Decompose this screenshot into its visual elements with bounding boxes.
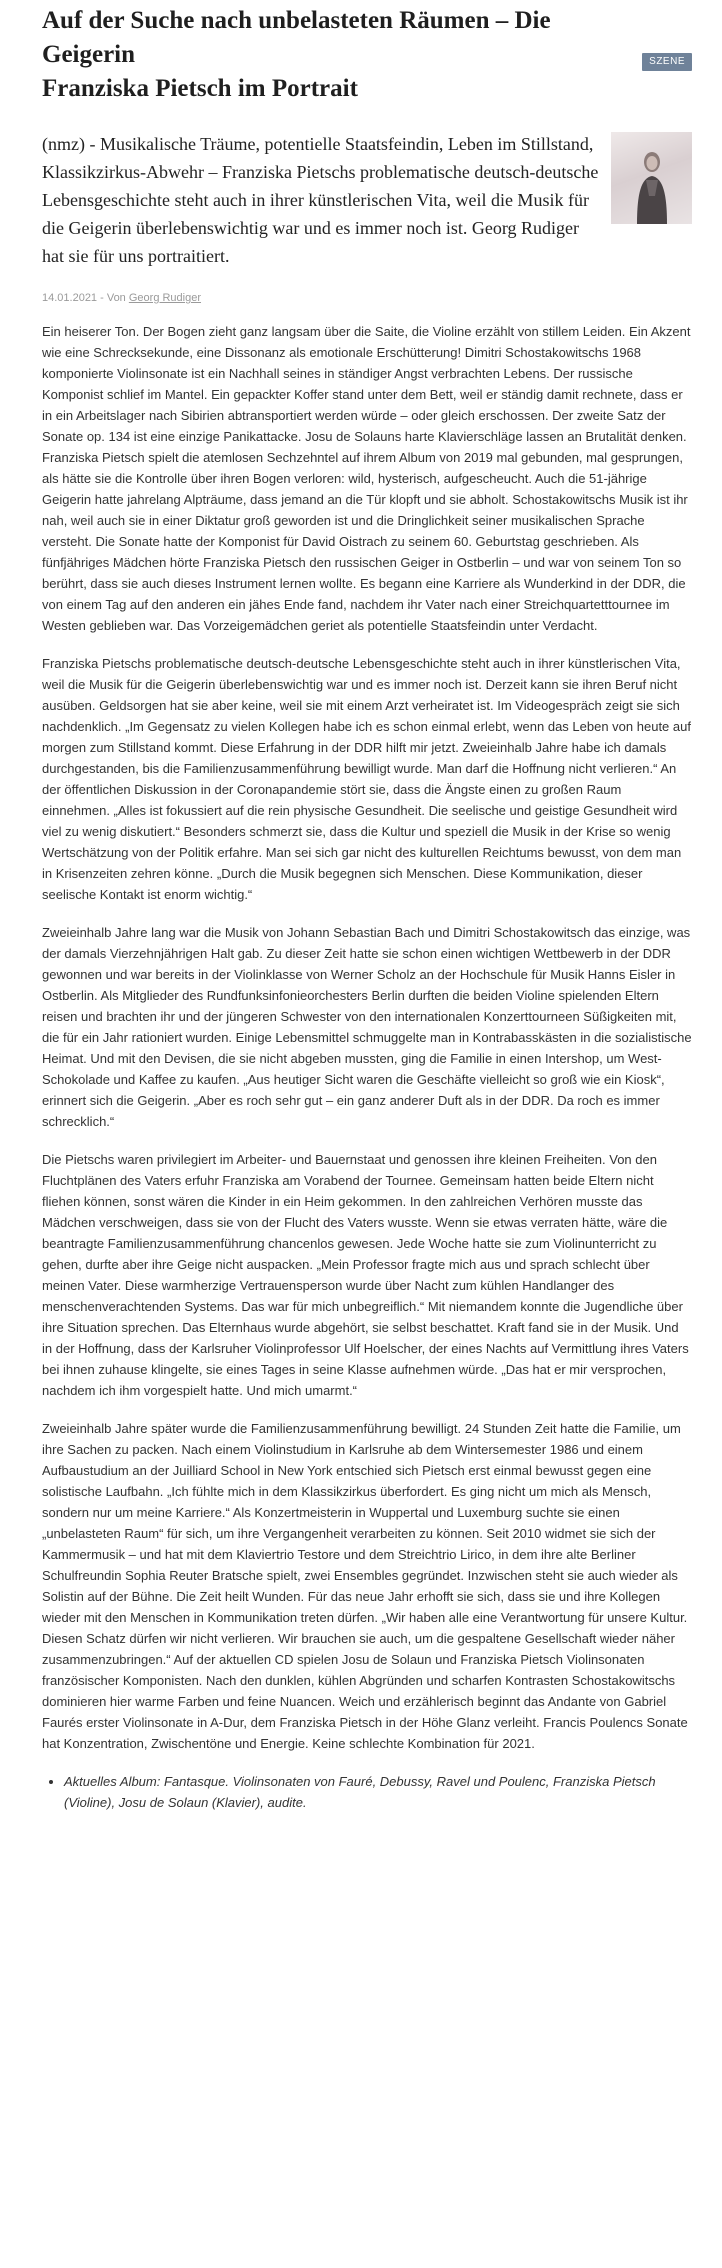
article-title: Auf der Suche nach unbelasteten Räumen – Die Geigerin Franziska Pietsch im Portrait [42, 7, 551, 102]
article-lead-section [42, 130, 692, 270]
album-info-item: • Aktuelles Album: Fantasque. Violinsonaten von Fauré, Debussy, Ravel und Poulenc, Franziska Pietsch (Violine), Josu de Solaun (Klavier), audite. [64, 1771, 692, 1813]
author-prefix: - Von [97, 292, 129, 304]
portrait-figure-icon [633, 150, 671, 224]
album-info-list [42, 1771, 692, 1813]
article-paragraph: Ein heiserer Ton. Der Bogen zieht ganz langsam über die Saite, die Violine erzählt von stillem Leiden. Ein Akzent wie eine Schrecksekunde, eine Dissonanz als emotionale Erschütterung! Dimitri Schostakowitschs 1968 komponierte Violinsonate ist ein Nachhall seines in ständiger Angst verbrachten Lebens. Der russische Komponist schlief im Mantel. Ein gepackter Koffer stand unter dem Bett, weil er ständig damit rechnete, dass er in ein Arbeitslager nach Sibirien abtransportiert werden würde – oder gleich erschossen. Der zweite Satz der Sonate op. 134 ist eine einzige Panikattacke. Josu de Solauns harte Klavierschläge lassen an Brutalität denken. Franziska Pietsch spielt die atemlosen Sechzehntel auf ihrem Album von 2019 mal gebunden, mal gesprungen, als hätte sie die Kontrolle über ihren Bogen verloren: wild, hysterisch, aufgescheucht. Auch die 51-jährige Geigerin hatte jahrelang Alpträume, dass jemand an die Tür klopft und sie abholt. Schostakowitschs Musik ist ihr nah, weil auch sie in einer Diktatur groß geworden ist und die Dringlichkeit seiner musikalischen Sprache versteht. Die Sonate hatte der Komponist für David Oistrach zu seinem 60. Geburtstag geschrieben. Als fünfjähriges Mädchen hörte Franziska Pietsch den russischen Geiger in Ostberlin – und war von seinem Ton so berührt, dass sie auch dieses Instrument lernen wollte. Es begann eine Karriere als Wunderkind in der DDR, die von einem Tag auf den anderen ein jähes Ende fand, nachdem ihr Vater nach einer Streichquartetttournee im Westen geblieben war. Das Vorzeigemädchen geriet als potentielle Staatsfeindin unter Verdacht. [42, 324, 691, 633]
category-badge[interactable]: SZENE [642, 53, 692, 71]
article-lead: (nmz) - Musikalische Träume, potentielle Staatsfeindin, Leben im Stillstand, Klassikzirkus-Abwehr – Franziska Pietschs problematische deutsch-deutsche Lebensgeschichte steht auch in ihrer künstlerischen Vita, weil die Musik für die Geigerin überlebenswichtig war und es immer noch ist. Georg Rudiger hat sie für uns portraitiert. [42, 134, 599, 266]
article-meta [42, 292, 692, 304]
article-paragraph: Die Pietschs waren privilegiert im Arbeiter- und Bauernstaat und genossen ihre kleinen Freiheiten. Von den Fluchtplänen des Vaters erfuhr Franziska am Vorabend der Tournee. Gemeinsam hatten beide Eltern nicht fliehen können, sonst wären die Kinder in ein Heim gekommen. In den zahlreichen Verhören musste das Mädchen verschweigen, dass sie von der Flucht des Vaters wusste. Wenn sie etwas verraten hätte, wäre die beantragte Familienzusammenführung chancenlos gewesen. Jede Woche hatte sie zum Violinunterricht zu gehen, durfte aber ihre Geige nicht auspacken. „Mein Professor fragte mich aus und sprach schlecht über meinen Vater. Diese warmherzige Vertrauensperson wurde über Nacht zum kühlen Handlanger des menschenverachtenden Systems. Das war für mich unbegreiflich.“ Mit niemandem konnte die Jugendliche über ihre Situation sprechen. Das Elternhaus wurde abgehört, sie selbst beschattet. Kraft fand sie in der Musik. Und in der Hoffnung, dass der Karlsruher Violinprofessor Ulf Hoelscher, der eines Nachts auf Vermittlung ihres Vaters bei ihnen zuhause klingelte, sie eines Tages in seine Klasse aufnehmen würde. „Das hat er mir versprochen, nachdem ich ihm vorgespielt hatte. Und mich umarmt.“ [42, 1152, 689, 1398]
article-header [42, 0, 692, 106]
article-paragraph: Zweieinhalb Jahre später wurde die Familienzusammenführung bewilligt. 24 Stunden Zeit hatte die Familie, um ihre Sachen zu packen. Nach einem Violinstudium in Karlsruhe ab dem Wintersemester 1986 und einem Aufbaustudium an der Juilliard School in New York entschied sich Pietsch erst einmal bewusst gegen eine solistische Laufbahn. „Ich fühlte mich in dem Klassikzirkus überfordert. Es ging nicht um mich als Mensch, sondern nur um meine Karriere.“ Als Konzertmeisterin in Wuppertal und Luxemburg suchte sie einen „unbelasteten Raum“ für sich, um ihre Vergangenheit verarbeiten zu können. Seit 2010 widmet sie sich der Kammermusik – und hat mit dem Klaviertrio Testore und dem Streichtrio Lirico, in dem ihre alte Berliner Schulfreundin Sophia Reuter Bratsche spielt, zwei Ensembles gegründet. Inzwischen steht sie auch wieder als Solistin auf der Bühne. Die Zeit heilt Wunden. Für das neue Jahr erhofft sie sich, dass sie und ihre Kollegen wieder mit den Menschen in Kommunikation treten dürfen. „Wir haben alle eine Verantwortung für unsere Kultur. Diesen Schatz dürfen wir nicht verlieren. Wir brauchen sie auch, um die gespaltene Gesellschaft wieder näher zusammenzubringen.“ Auf der aktuellen CD spielen Josu de Solaun und Franziska Pietsch Violinsonaten französischer Komponisten. Nach den dunklen, kühlen Abgründen und scharfen Kontrasten Schostakowitschs dominieren hier warme Farben und feine Nuancen. Weich und erzählerisch beginnt das Andante von Gabriel Faurés erster Violinsonate in A-Dur, dem Franziska Pietsch in der Höhe Glanz verleiht. Francis Poulencs Sonate hat Konzentration, Zwischentöne und Energie. Keine schlechte Kombination für 2021. [42, 1421, 688, 1751]
article-paragraph: Franziska Pietschs problematische deutsch-deutsche Lebensgeschichte steht auch in ihrer künstlerischen Vita, weil die Musik für die Geigerin überlebenswichtig war und es immer noch ist. Derzeit kann sie ihren Beruf nicht ausüben. Geldsorgen hat sie aber keine, weil sie mit einem Arzt verheiratet ist. Im Videogespräch zeigt sie sich nachdenklich. „Im Gegensatz zu vielen Kollegen habe ich es schon einmal erlebt, wenn das Leben von heute auf morgen zum Stillstand kommt. Diese Erfahrung in der DDR hilft mir jetzt. Zweieinhalb Jahre habe ich damals durchgestanden, bis die Familienzusammenführung bewilligt wurde. Man darf die Hoffnung nicht verlieren.“ An der öffentlichen Diskussion in der Coronapandemie stört sie, dass die Ängste einen zu großen Raum einnehmen. „Alles ist fokussiert auf die rein physische Gesundheit. Die seelische und geistige Gesundheit wird viel zu wenig diskutiert.“ Besonders schmerzt sie, dass die Kultur und speziell die Musik in der Krise so wenig Wertschätzung von der Politik erfahre. Man sei sich gar nicht des kulturellen Reichtums bewusst, von dem man in Krisenzeiten zehren könne. „Durch die Musik begegnen sich Menschen. Diese Kommunikation, dieser seelische Kontakt ist enorm wichtig.“ [42, 656, 691, 902]
author-link[interactable]: Georg Rudiger [128, 292, 202, 304]
article-paragraph: Zweieinhalb Jahre lang war die Musik von Johann Sebastian Bach und Dimitri Schostakowitsch das einzige, was der damals Vierzehnjährigen Halt gab. Zu dieser Zeit hatte sie schon einen wichtigen Wettbewerb in der DDR gewonnen und war bereits in der Violinklasse von Werner Scholz an der Hochschule für Musik Hanns Eisler in Ostberlin. Als Mitglieder des Rundfunksinfonieorchesters Berlin durften die beiden Violine spielenden Eltern reisen und brachten ihr und der jüngeren Schwester von den internationalen Konzerttourneen Süßigkeiten mit, die für ein Jahr rationiert wurden. Einige Lebensmittel schmuggelte man in Kontrabasskästen in die sozialistische Heimat. Und mit den Devisen, die sie nicht abgeben mussten, ging die Familie in einen Intershop, um West-Schokolade und Kaffee zu kaufen. „Aus heutiger Sicht waren die Geschäfte vielleicht so groß wie ein Kiosk“, erinnert sich die Geigerin. „Aber es roch sehr gut – ein ganz anderer Duft als in der DDR. Da roch es immer schrecklich.“ [42, 925, 692, 1129]
article-date: 14.01.2021 [42, 292, 98, 304]
portrait-image[interactable] [611, 132, 692, 224]
article-body [42, 321, 692, 1813]
